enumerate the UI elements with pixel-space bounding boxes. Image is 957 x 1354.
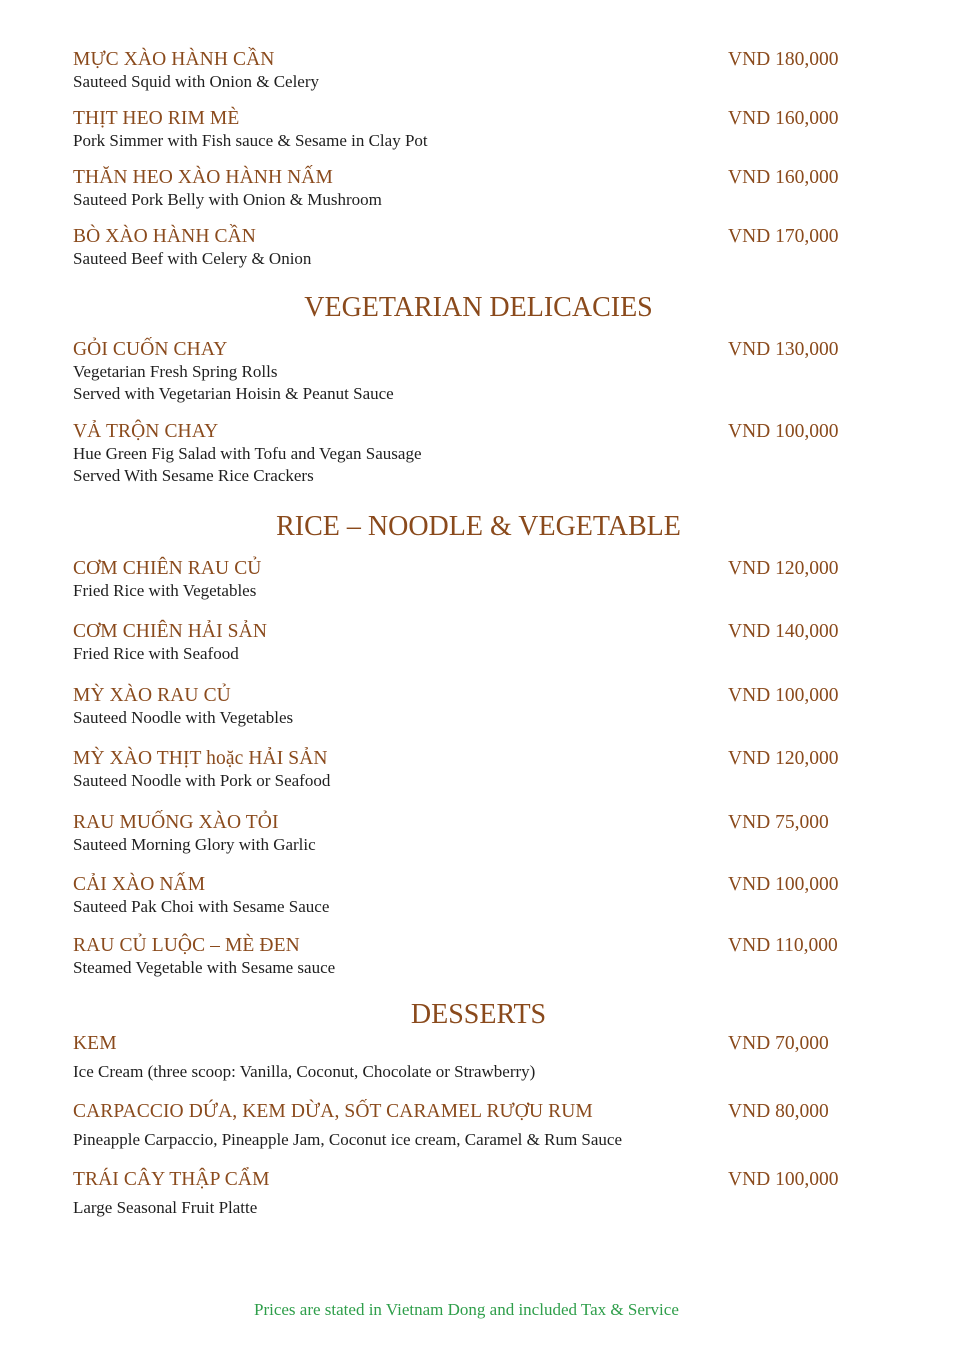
item-price: VND 110,000: [728, 935, 838, 956]
item-price: VND 130,000: [728, 339, 839, 360]
item-price: VND 140,000: [728, 621, 839, 642]
item-description: Steamed Vegetable with Sesame sauce: [73, 958, 336, 977]
menu-item: [73, 1100, 873, 1151]
section-heading: RICE – NOODLE & VEGETABLE: [276, 511, 681, 542]
menu-item: [73, 811, 873, 856]
item-description: Fried Rice with Seafood: [73, 644, 239, 663]
item-name: GỎI CUỐN CHAY: [73, 339, 228, 360]
item-description: Ice Cream (three scoop: Vanilla, Coconut, Chocolate or Strawberry): [73, 1062, 536, 1081]
menu-item: [73, 934, 873, 979]
item-price: VND 170,000: [728, 226, 839, 247]
item-name: KEM: [73, 1033, 117, 1054]
menu-item: [73, 166, 873, 211]
section-heading: VEGETARIAN DELICACIES: [304, 292, 653, 323]
menu-item: [73, 107, 873, 152]
item-price: VND 180,000: [728, 49, 839, 70]
menu-item: [73, 48, 873, 93]
item-name: VẢ TRỘN CHAY: [73, 421, 219, 442]
menu-item: [73, 557, 873, 602]
item-price: VND 120,000: [728, 558, 839, 579]
item-price: VND 100,000: [728, 874, 839, 895]
item-description: Served with Vegetarian Hoisin & Peanut Sauce: [73, 384, 394, 403]
item-price: VND 160,000: [728, 167, 839, 188]
item-name: MỲ XÀO RAU CỦ: [73, 685, 231, 706]
menu-item: [73, 684, 873, 729]
item-name: MỰC XÀO HÀNH CẦN: [73, 49, 275, 70]
item-name: CƠM CHIÊN HẢI SẢN: [73, 621, 267, 642]
item-description: Fried Rice with Vegetables: [73, 581, 257, 600]
section-heading: DESSERTS: [410, 999, 547, 1030]
menu-item: [73, 1168, 873, 1219]
item-name: BÒ XÀO HÀNH CẦN: [73, 226, 256, 247]
item-description: Sauteed Pak Choi with Sesame Sauce: [73, 897, 330, 916]
item-name: RAU MUỐNG XÀO TỎI: [73, 812, 279, 833]
menu-item: [73, 338, 873, 405]
item-description: Sauteed Noodle with Pork or Seafood: [73, 771, 331, 790]
menu-item: [73, 1032, 873, 1083]
item-price: VND 100,000: [728, 685, 839, 706]
item-description: Pineapple Carpaccio, Pineapple Jam, Coconut ice cream, Caramel & Rum Sauce: [73, 1130, 623, 1149]
item-name: RAU CỦ LUỘC – MÈ ĐEN: [73, 935, 300, 956]
menu-item: [73, 620, 873, 665]
item-description: Vegetarian Fresh Spring Rolls: [73, 362, 278, 381]
item-description: Pork Simmer with Fish sauce & Sesame in Clay Pot: [73, 131, 428, 150]
menu-item: [73, 873, 873, 918]
item-name: CƠM CHIÊN RAU CỦ: [73, 558, 262, 579]
item-price: VND 100,000: [728, 421, 839, 442]
item-name: THỊT HEO RIM MÈ: [73, 108, 240, 129]
item-description: Sauteed Morning Glory with Garlic: [73, 835, 316, 854]
item-name: TRÁI CÂY THẬP CẨM: [73, 1169, 270, 1190]
item-price: VND 80,000: [728, 1101, 829, 1122]
item-price: VND 70,000: [728, 1033, 829, 1054]
item-description: Sauteed Pork Belly with Onion & Mushroom: [73, 190, 382, 209]
item-price: VND 160,000: [728, 108, 839, 129]
menu-item: [73, 225, 873, 270]
item-name: CẢI XÀO NẤM: [73, 874, 206, 895]
item-description: Hue Green Fig Salad with Tofu and Vegan Sausage: [73, 444, 422, 463]
item-description: Served With Sesame Rice Crackers: [73, 466, 314, 485]
item-price: VND 100,000: [728, 1169, 839, 1190]
item-description: Sauteed Beef with Celery & Onion: [73, 249, 312, 268]
item-name: CARPACCIO DỨA, KEM DỪA, SỐT CARAMEL RƯỢU RUM: [73, 1101, 593, 1122]
item-price: VND 120,000: [728, 748, 839, 769]
item-description: Sauteed Squid with Onion & Celery: [73, 72, 320, 91]
price-note: Prices are stated in Vietnam Dong and included Tax & Service: [254, 1300, 679, 1319]
item-description: Sauteed Noodle with Vegetables: [73, 708, 294, 727]
item-price: VND 75,000: [728, 812, 829, 833]
item-name: MỲ XÀO THỊT hoặc HẢI SẢN: [73, 748, 328, 769]
menu-item: [73, 420, 873, 487]
menu-item: [73, 747, 873, 792]
item-description: Large Seasonal Fruit Platte: [73, 1198, 258, 1217]
item-name: THĂN HEO XÀO HÀNH NẤM: [73, 167, 333, 188]
